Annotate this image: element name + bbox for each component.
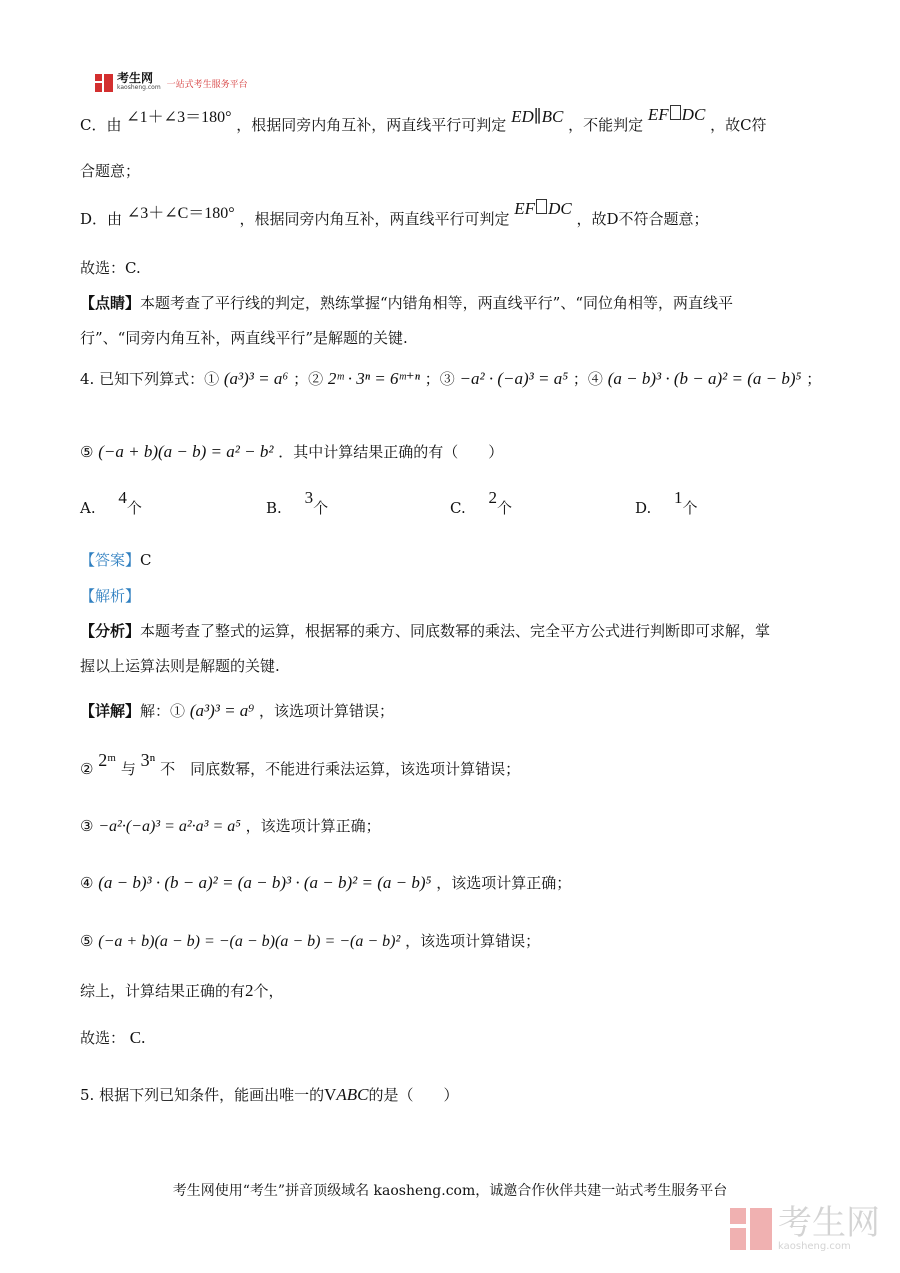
q4-expr-2: 2ᵐ · 3ⁿ = 6ᵐ⁺ⁿ (327, 369, 420, 388)
option-label: A. (80, 499, 96, 517)
q3-c-cont: 合题意； (80, 162, 141, 180)
q4-sep-4: ； (806, 370, 822, 388)
summary-end: 个， (253, 982, 284, 1000)
detail-1-end: ，该选项计算错误； (259, 702, 395, 720)
q4-sep-1: ；② (293, 370, 324, 388)
detail-1-prefix: 解：① (140, 702, 186, 720)
missing-glyph-box (536, 199, 547, 214)
option-unit: 个 (313, 499, 329, 517)
watermark-cn: 考生网 (778, 1203, 880, 1243)
detail-4-prefix: ④ (80, 874, 94, 892)
q5-triangle-name: ABC (336, 1085, 369, 1104)
detail-3-prefix: ③ (80, 817, 94, 835)
q4-option-a (80, 488, 142, 518)
watermark-logo (730, 1205, 880, 1252)
analysis-tag: 【解析】 (80, 587, 141, 605)
q5-stem-end: 的是（ ） (368, 1086, 459, 1104)
detail-expr-5: (−a + b)(a − b) = −(a − b)(a − b) = −(a − b)² (98, 933, 401, 950)
detail-5-prefix: ⑤ (80, 932, 94, 950)
q3-d-math: ∠3＋∠C＝180° (126, 205, 235, 222)
q3-answer: 故选：C. (80, 259, 141, 277)
final-answer (80, 1027, 145, 1048)
answer-value: C (140, 551, 152, 569)
q4-sep-2: ；③ (424, 370, 455, 388)
q3-c-mid: ，根据同旁内角互补，两直线平行可判定 (236, 116, 507, 134)
option-num: 2 (488, 488, 497, 507)
summary-num: 2 (245, 981, 254, 1000)
q4-line2-end: ．其中计算结果正确的有（ ） (278, 443, 504, 461)
q4-stem (80, 368, 821, 389)
detail-2 (80, 750, 521, 779)
detail-expr-3: −a²·(−a)³ = a²·a³ = a⁵ (98, 818, 241, 835)
detail-4 (80, 872, 571, 893)
option-label: D. (635, 499, 652, 517)
detail-3 (80, 815, 381, 836)
fenxi-1 (80, 620, 770, 641)
detail-1 (80, 700, 394, 721)
summary-prefix: 综上，计算结果正确的有 (80, 982, 246, 1000)
answer-tag: 【答案】 (80, 551, 141, 569)
option-num: 4 (118, 488, 127, 507)
logo-brand-cn: 考生网 (117, 71, 154, 85)
comment-tag: 【点睛】 (80, 294, 141, 312)
q4-option-b (266, 488, 329, 518)
fenxi-tag: 【分析】 (80, 622, 141, 640)
final-prefix: 故选： (80, 1029, 126, 1047)
missing-glyph-box (670, 105, 681, 120)
detail-2-mid: 与 (120, 760, 136, 778)
q3-d-math-dc: DC (548, 199, 572, 218)
detail-2-a: 2ᵐ (98, 750, 117, 770)
option-label: C. (450, 499, 466, 517)
triangle-symbol: V (324, 1085, 337, 1104)
detail-2-prefix: ② (80, 760, 94, 778)
q3-d-mid: ，根据同旁内角互补，两直线平行可判定 (239, 210, 510, 228)
q3-c-math-dc: DC (681, 105, 706, 124)
detail-5-end: ，该选项计算错误； (405, 932, 541, 950)
option-label: B. (266, 499, 282, 517)
detail-tag: 【详解】 (80, 702, 141, 720)
logo-brand-en: kaosheng.com (117, 84, 161, 91)
q3-d-math-ef: EF (514, 199, 536, 218)
q4-expr-3: −a² · (−a)³ = a⁵ (459, 369, 569, 388)
q3-c-end: ，故C符 (710, 116, 767, 134)
detail-4-end: ，该选项计算正确； (436, 874, 572, 892)
q4-option-c (450, 488, 513, 518)
q3-d-prefix: D．由 (80, 210, 123, 228)
q3-option-d (80, 199, 709, 229)
q5-stem (80, 1084, 459, 1105)
q3-c-prefix: C．由 (80, 116, 122, 134)
detail-2-b: 3ⁿ (140, 750, 156, 770)
q3-comment-1 (80, 292, 733, 313)
option-num: 3 (304, 488, 314, 507)
q3-c-math-ef: EF (647, 105, 669, 124)
q3-comment-2: 行”、“同旁内角互补，两直线平行”是解题的关键. (80, 329, 408, 347)
comment-text-1: 本题考查了平行线的判定，熟练掌握“内错角相等，两直线平行”、“同位角相等，两直线平 (140, 294, 734, 312)
detail-3-end: ，该选项计算正确； (245, 817, 381, 835)
option-unit: 个 (682, 499, 698, 517)
summary (80, 980, 284, 1001)
q4-expr-5: (−a + b)(a − b) = a² − b² (98, 442, 274, 461)
final-dot: . (141, 1028, 146, 1047)
q3-c-mid2: ，不能判定 (568, 116, 644, 134)
q4-sep-3: ；④ (572, 370, 603, 388)
option-unit: 个 (126, 499, 142, 517)
fenxi-text-1: 本题考查了整式的运算，根据幂的乘方、同底数幂的乘法、完全平方公式进行判断即可求解，掌 (140, 622, 771, 640)
q4-answer (80, 549, 152, 570)
header-logo (95, 72, 248, 94)
q4-stem-prefix: 4. 已知下列算式：① (80, 370, 220, 388)
watermark-mark-icon (730, 1208, 772, 1250)
q3-option-c (80, 105, 767, 135)
detail-expr-4: (a − b)³ · (b − a)² = (a − b)³ · (a − b)² = (a − b)⁵ (98, 873, 432, 892)
q3-d-end: ，故D不符合题意； (576, 210, 709, 228)
final-value: C (129, 1028, 142, 1047)
q4-expr-1: (a³)³ = a⁶ (223, 369, 289, 388)
fenxi-2: 握以上运算法则是解题的关键. (80, 657, 280, 675)
detail-2-end: 不 同底数幂，不能进行乘法运算，该选项计算错误； (160, 760, 521, 778)
option-num: 1 (674, 488, 683, 507)
q4-expr-4: (a − b)³ · (b − a)² = (a − b)⁵ (607, 369, 802, 388)
q4-stem-2 (80, 441, 503, 462)
option-unit: 个 (497, 499, 513, 517)
detail-5 (80, 930, 540, 951)
q4-option-d (635, 488, 698, 518)
q3-c-math-ed-bc: ED∥BC (511, 107, 564, 126)
watermark-en: kaosheng.com (778, 1241, 851, 1252)
logo-slogan: 一站式考生服务平台 (166, 79, 248, 90)
q3-c-math: ∠1＋∠3＝180° (126, 109, 232, 126)
detail-expr-1: (a³)³ = a⁹ (189, 701, 255, 720)
q4-line2-prefix: ⑤ (80, 443, 94, 461)
q5-stem-prefix: 5. 根据下列已知条件，能画出唯一的 (80, 1086, 325, 1104)
logo-mark-icon (95, 74, 113, 92)
footer-text: 考生网使用“考生”拼音顶级域名 kaosheng.com，诚邀合作伙伴共建一站式考生服务平台 (172, 1183, 728, 1199)
